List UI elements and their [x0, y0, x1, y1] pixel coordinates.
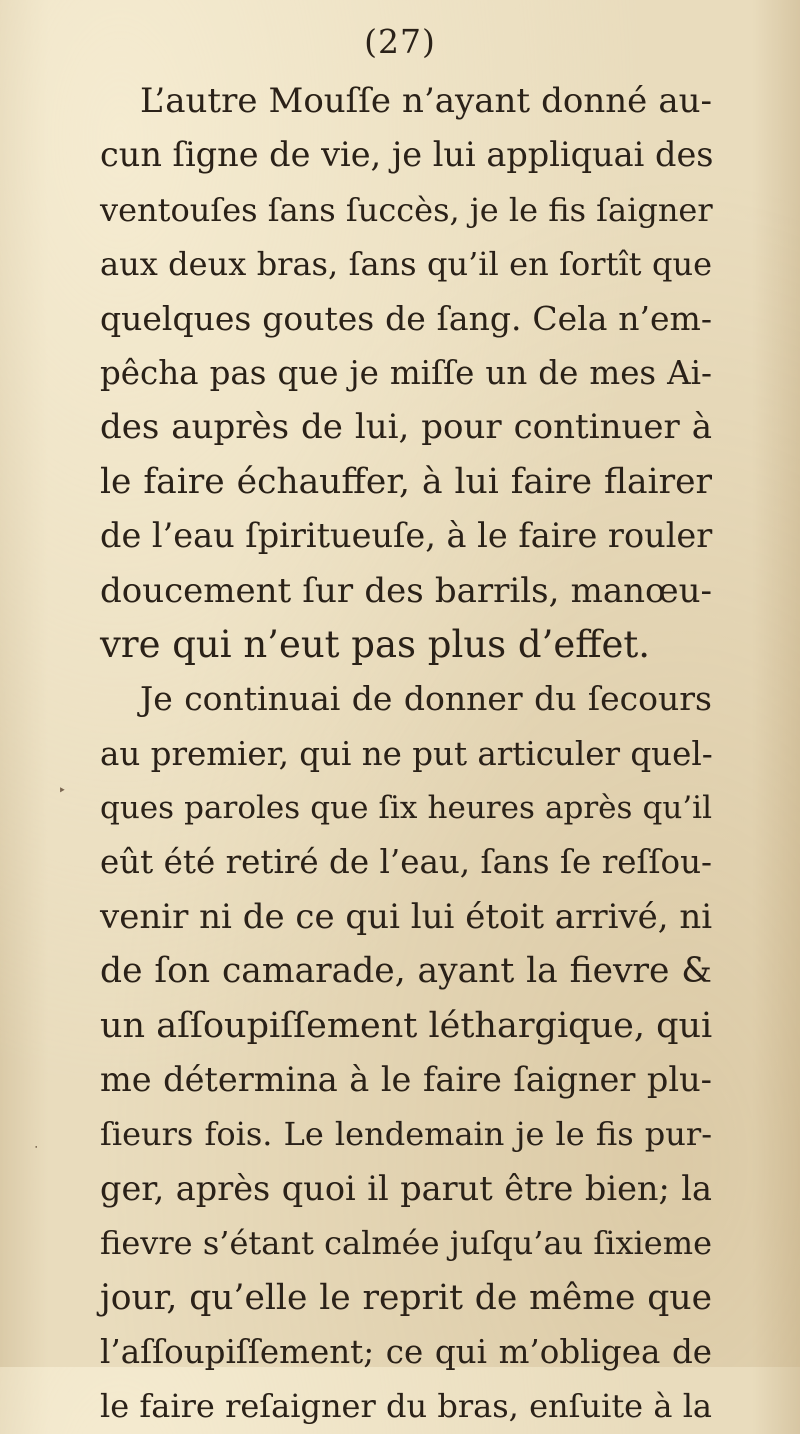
- margin-speck: ‣: [58, 783, 67, 799]
- text-line: de l’eau ſpiritueuſe, à le faire rouler: [100, 516, 713, 556]
- text-line: quelques goutes de ſang. Cela n’em-: [100, 298, 712, 338]
- text-line: ger, après quoi il parut être bien; la: [100, 1168, 712, 1208]
- body-text: [100, 74, 712, 1434]
- text-line: de ſon camarade, ayant la fievre &: [100, 951, 712, 992]
- text-line: vre qui n’eut pas plus d’effet.: [100, 622, 651, 666]
- text-line: le faire échauffer, à lui faire flairer: [100, 461, 712, 502]
- text-line: venir ni de ce qui lui étoit arrivé, ni: [100, 896, 713, 937]
- text-line: au premier, qui ne put articuler quel-: [100, 734, 713, 773]
- text-line: jour, qu’elle le reprit de même que: [100, 1277, 712, 1318]
- text-line: fievre s’étant calmée juſqu’au ſixieme: [100, 1224, 712, 1263]
- text-line: Je continuai de donner du ſecours: [140, 679, 712, 719]
- text-line: ventouſes ſans ſuccès, je le fis ſaigner: [100, 190, 713, 229]
- text-line: l’aſſoupiſſement; ce qui m’obligea de: [100, 1332, 712, 1371]
- text-line: L’autre Mouſſe n’ayant donné au-: [140, 81, 712, 121]
- text-line: un aſſoupiſſement léthargique, qui: [100, 1005, 713, 1046]
- text-line: ſieurs fois. Le lendemain je le fis pur-: [100, 1115, 712, 1154]
- text-line: doucement ſur des barrils, manœu-: [100, 570, 712, 611]
- margin-speck: ‧: [34, 1140, 39, 1156]
- text-line: cun ſigne de vie, je lui appliquai des: [100, 135, 714, 175]
- page-number: (27): [364, 22, 436, 61]
- text-line: le faire reſaigner du bras, enſuite à la: [100, 1387, 712, 1426]
- text-line: eût été retiré de l’eau, ſans ſe reſſou-: [100, 843, 712, 882]
- text-line: ques paroles que ſix heures après qu’il: [100, 790, 712, 827]
- text-line: des auprès de lui, pour continuer à: [100, 407, 712, 448]
- text-line: pêcha pas que je miſſe un de mes Ai-: [100, 353, 712, 392]
- text-line: me détermina à le faire ſaigner plu-: [100, 1060, 712, 1100]
- text-line: aux deux bras, ſans qu’il en ſortît que: [100, 245, 712, 284]
